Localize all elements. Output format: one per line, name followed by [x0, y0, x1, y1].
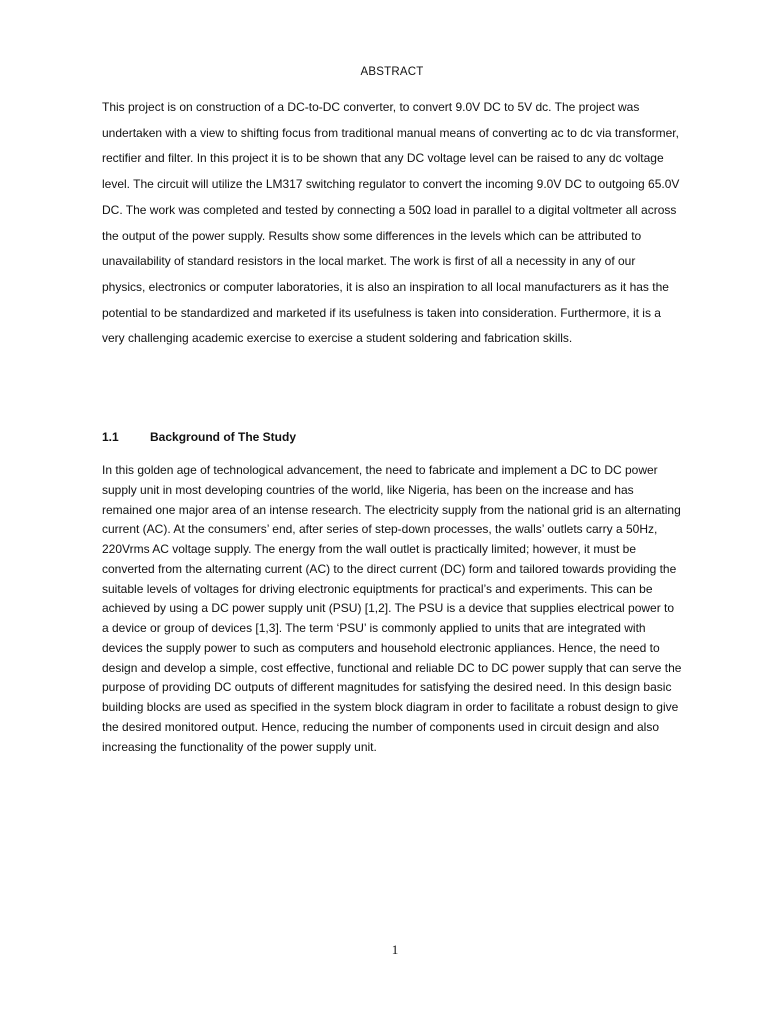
abstract-paragraph: This project is on construction of a DC-to-DC converter, to convert 9.0V DC to 5V dc. The project was undertaken with a view to shifting focus from traditional manual means of converting ac to dc via transformer, rectifier and filter. In this project it is to be shown that any DC voltage level can be raised to any dc voltage level. The circuit will utilize the LM317 switching regulator to convert the incoming 9.0V DC to outgoing 65.0V DC. The work was completed and tested by connecting a 50Ω load in parallel to a digital voltmeter all across the output of the power supply. Results show some differences in the levels which can be attributed to unavailability of standard resistors in the local market. The work is first of all a necessity in any of our physics, electronics or computer laboratories, it is also an inspiration to all local manufacturers as it has the potential to be standardized and marketed if its usefulness is taken into consideration. Furthermore, it is a very challenging academic exercise to exercise a student soldering and fabrication skills.	[102, 100, 680, 346]
abstract-heading: ABSTRACT	[360, 66, 424, 78]
section-number: 1.1	[102, 430, 119, 444]
section-paragraph: In this golden age of technological advancement, the need to fabricate and implement a DC to DC power supply unit in most developing countries of the world, like Nigeria, has been on the increase and has remained one major area of an intense research. The electricity supply from the national grid is an alternating current (AC). At the consumers’ end, after series of step-down processes, the walls’ outlets carry a 50Hz, 220Vrms AC voltage supply. The energy from the wall outlet is practically limited; however, it must be converted from the alternating current (AC) to the direct current (DC) form and tailored towards providing the suitable levels of voltages for driving electronic equiptments for practical’s and experiments. This can be achieved by using a DC power supply unit (PSU) [1,2]. The PSU is a device that supplies electrical power to a device or group of devices [1,3]. The term ‘PSU’ is commonly applied to units that are integrated with devices the supply power to such as computers and household electronic appliances. Hence, the need to design and develop a simple, cost effective, functional and reliable DC to DC power supply that can serve the purpose of providing DC outputs of different magnitudes for satisfying the desired need. In this design basic building blocks are used as specified in the system block diagram in order to facilitate a robust design to give the desired monitored output. Hence, reducing the number of components used in circuit design and also increasing the functionality of the power supply unit.	[102, 463, 682, 754]
page-number: 1	[391, 942, 399, 957]
section-title: Background of The Study	[150, 430, 297, 444]
section-heading	[102, 430, 296, 444]
